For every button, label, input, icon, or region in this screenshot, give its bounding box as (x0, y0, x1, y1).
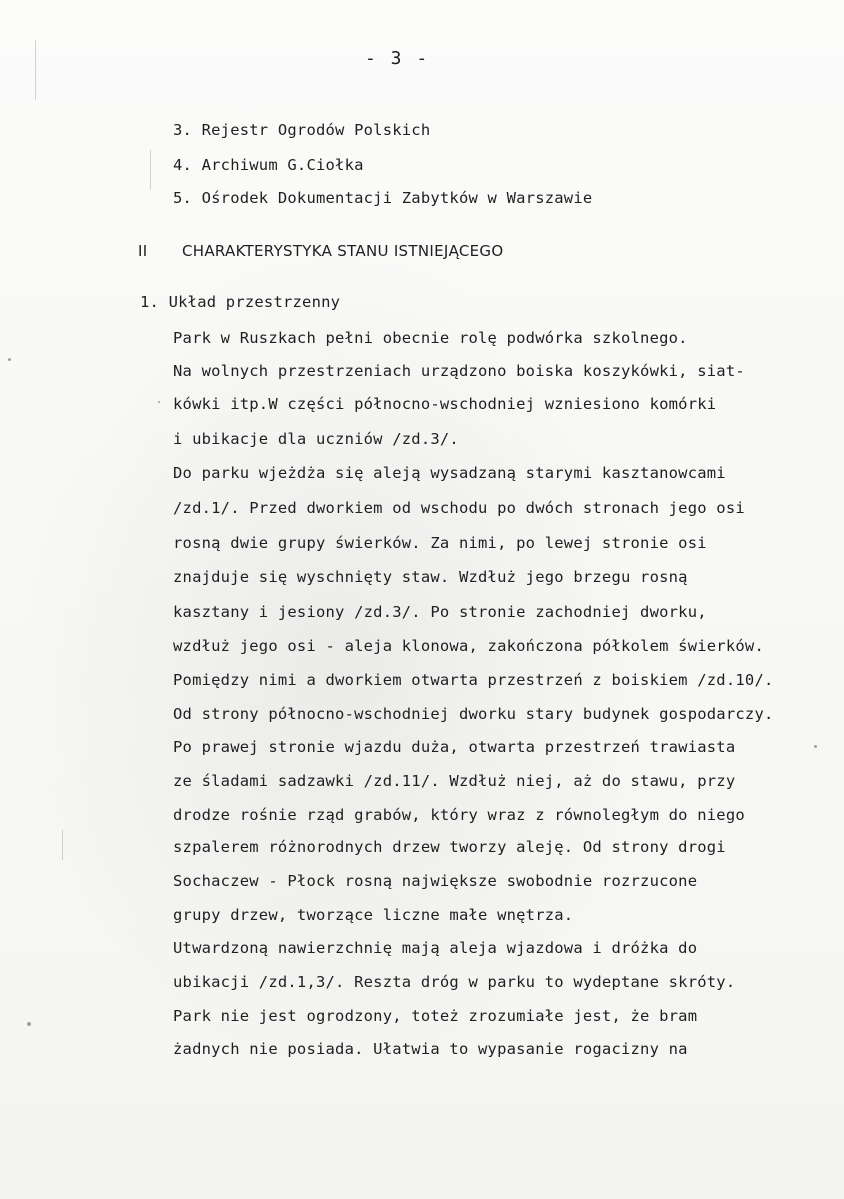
subsection-title: 1. Układ przestrzenny (140, 293, 341, 311)
scan-artifact (62, 830, 63, 860)
body-line: Sochaczew - Płock rosną największe swobodnie rozrzucone (173, 872, 698, 890)
body-line: wzdłuż jego osi - aleja klonowa, zakończona półkolem świerków. (173, 637, 764, 655)
body-line: Utwardzoną nawierzchnię mają aleja wjazdowa i dróżka do (173, 939, 698, 957)
body-line: kasztany i jesiony /zd.3/. Po stronie zachodniej dworku, (173, 603, 707, 621)
scan-artifact (8, 358, 11, 361)
body-line: Park nie jest ogrodzony, toteż zrozumiałe jest, że bram (173, 1007, 698, 1025)
section-numeral: II (138, 242, 148, 260)
body-line: szpalerem różnorodnych drzew tworzy aleję. Od strony drogi (173, 838, 726, 856)
body-line: rosną dwie grupy świerków. Za nimi, po lewej stronie osi (173, 534, 707, 552)
body-line: Park w Ruszkach pełni obecnie rolę podwórka szkolnego. (173, 329, 688, 347)
body-line: Pomiędzy nimi a dworkiem otwarta przestrzeń z boiskiem /zd.10/. (173, 671, 774, 689)
body-line: ze śladami sadzawki /zd.11/. Wzdłuż niej, aż do stawu, przy (173, 772, 736, 790)
scan-artifact (27, 1022, 31, 1026)
page-number: - 3 - (365, 48, 430, 69)
body-line: ubikacji /zd.1,3/. Reszta dróg w parku to wydeptane skróty. (173, 973, 736, 991)
body-line: Na wolnych przestrzeniach urządzono boiska koszykówki, siat- (173, 362, 745, 380)
body-line: i ubikacje dla uczniów /zd.3/. (173, 430, 459, 448)
source-item: 4. Archiwum G.Ciołka (173, 156, 364, 174)
body-line: drodze rośnie rząd grabów, który wraz z równoległym do niego (173, 806, 745, 824)
source-item: 3. Rejestr Ogrodów Polskich (173, 121, 431, 139)
body-line: Od strony północno-wschodniej dworku stary budynek gospodarczy. (173, 705, 774, 723)
scan-artifact (150, 150, 151, 190)
scan-artifact (814, 745, 817, 748)
body-line: /zd.1/. Przed dworkiem od wschodu po dwóch stronach jego osi (173, 499, 745, 517)
scan-artifact (158, 401, 160, 403)
body-line: grupy drzew, tworzące liczne małe wnętrza. (173, 906, 574, 924)
section-title: CHARAKTERYSTYKA STANU ISTNIEJĄCEGO (182, 242, 504, 260)
body-line: kówki itp.W części północno-wschodniej wzniesiono komórki (173, 395, 717, 413)
body-line: Do parku wjeżdża się aleją wysadzaną starymi kasztanowcami (173, 464, 726, 482)
body-line: znajduje się wyschnięty staw. Wzdłuż jego brzegu rosną (173, 568, 688, 586)
scan-artifact (35, 40, 36, 100)
body-line: Po prawej stronie wjazdu duża, otwarta przestrzeń trawiasta (173, 738, 736, 756)
source-item: 5. Ośrodek Dokumentacji Zabytków w Warszawie (173, 189, 593, 207)
body-line: żadnych nie posiada. Ułatwia to wypasanie rogacizny na (173, 1040, 688, 1058)
